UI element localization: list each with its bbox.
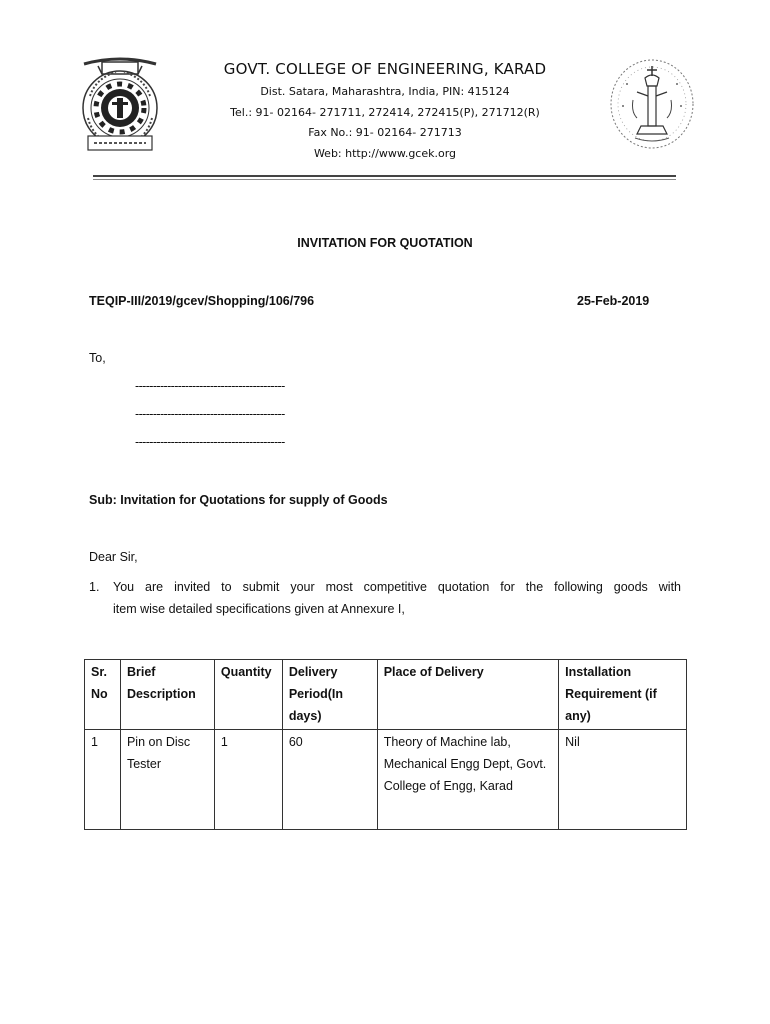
col-header-installation: Installation Requirement (if any) — [559, 660, 687, 730]
college-telephone: Tel.: 91- 02164- 271711, 272414, 272415(P), 271712(R) — [230, 106, 540, 119]
reference-number: TEQIP-III/2019/gcev/Shopping/106/796 — [89, 294, 315, 308]
header-divider — [93, 175, 676, 177]
address-line-blank: ------------------------------------------ — [135, 435, 285, 449]
paragraph-number: 1. — [89, 580, 100, 594]
col-header-description: Brief Description — [120, 660, 214, 730]
paragraph-1-line-1: You are invited to submit your most competitive quotation for the following goods with — [113, 580, 681, 594]
college-address: Dist. Satara, Maharashtra, India, PIN: 415124 — [260, 85, 510, 98]
goods-table — [84, 659, 687, 830]
addressee-label: To, — [89, 351, 106, 365]
address-line-blank: ------------------------------------------ — [135, 407, 285, 421]
paragraph-1-line-2: item wise detailed specifications given at Annexure I, — [113, 602, 405, 616]
salutation: Dear Sir, — [89, 550, 138, 564]
college-fax: Fax No.: 91- 02164- 271713 — [308, 126, 462, 139]
header-divider-secondary — [93, 179, 676, 180]
document-heading: INVITATION FOR QUOTATION — [297, 236, 473, 250]
cell-delivery: 60 — [282, 730, 377, 830]
col-header-sr: Sr. No — [85, 660, 121, 730]
address-line-blank: ------------------------------------------ — [135, 379, 285, 393]
cell-description: Pin on Disc Tester — [120, 730, 214, 830]
paragraph-1 — [89, 576, 681, 620]
college-website: Web: http://www.gcek.org — [313, 147, 457, 160]
table-row — [85, 730, 687, 830]
college-name: GOVT. COLLEGE OF ENGINEERING, KARAD — [223, 60, 547, 78]
col-header-place: Place of Delivery — [377, 660, 558, 730]
col-header-quantity: Quantity — [214, 660, 282, 730]
col-header-delivery: Delivery Period(In days) — [282, 660, 377, 730]
subject-line: Sub: Invitation for Quotations for supply of Goods — [89, 493, 388, 507]
document-date: 25-Feb-2019 — [577, 294, 650, 308]
cell-place: Theory of Machine lab, Mechanical Engg Dept, Govt. College of Engg, Karad — [377, 730, 558, 830]
cell-quantity: 1 — [214, 730, 282, 830]
cell-installation: Nil — [559, 730, 687, 830]
cell-sr: 1 — [85, 730, 121, 830]
table-header-row — [85, 660, 687, 730]
